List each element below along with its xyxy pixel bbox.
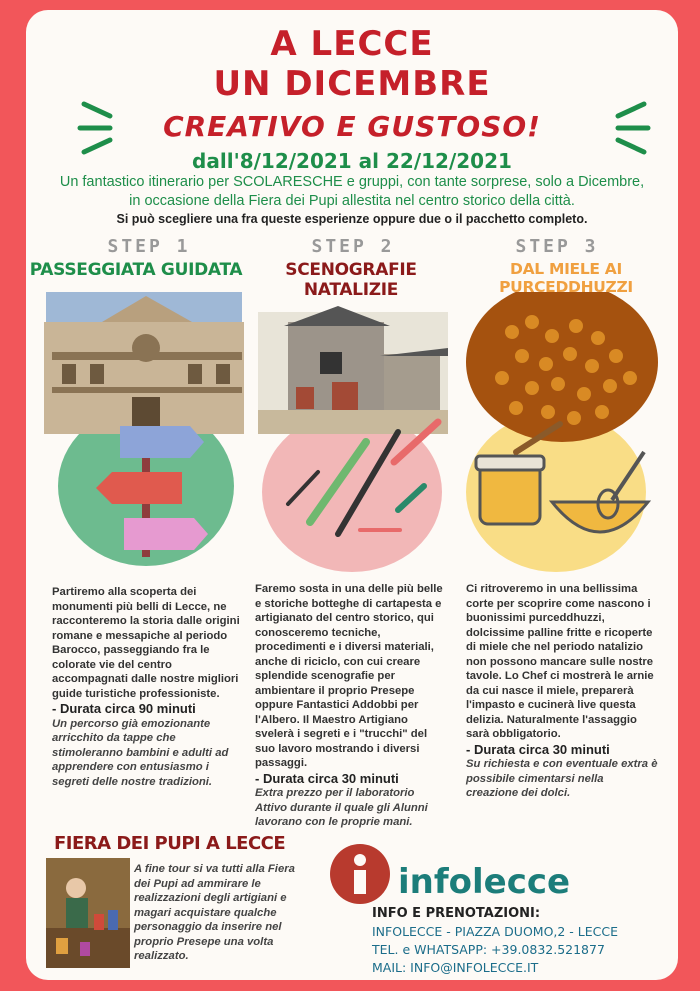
- info-phone[interactable]: TEL. e WHATSAPP: +39.0832.521877: [372, 942, 605, 957]
- step-2-column: [255, 582, 447, 830]
- step-2-duration: - Durata circa 30 minuti: [255, 770, 399, 786]
- intro-text: Un fantastico itinerario per SCOLARESCHE e gruppi, con tante sorprese, solo a Dicembre, in occasione della Fiera dei Pupi allestita nel centro storico della città.: [59, 174, 645, 209]
- step-1-note: Un percorso già emozionante arricchito da tappe che stimoleranno bambini e adulti ad apprendere con entusiasmo i segreti delle nostre tradizioni.: [52, 717, 229, 788]
- church-signpost-illustration: [42, 292, 252, 577]
- step-1-column: [52, 585, 242, 789]
- step-2-note: Extra prezzo per il laboratorio Attivo durante il quale gli Alunni lavorano con le proprie mani.: [255, 787, 428, 828]
- step-2-label: STEP 2: [311, 236, 395, 257]
- step-1-label: STEP 1: [107, 236, 191, 257]
- date-range: dall'8/12/2021 al 22/12/2021: [192, 149, 512, 173]
- step-2-title: SCENOGRAFIE NATALIZIE: [285, 260, 417, 300]
- fiera-title: FIERA DEI PUPI A LECCE: [54, 833, 286, 854]
- step-3-text: Ci ritroveremo in una bellissima corte per scoprire come nascono i buonissimi purceddhuzzi, dolcissime palline fritte e ricoperte di miele che nel periodo natalizio non possono mancare sulle nostre tavole. Lo Chef ci mostrerà le arnie da cui nasce il miele, preparerà l'impasto e cucinerà live questa delizia. Naturalmente l'assaggio sarà obbligatorio.: [466, 583, 654, 740]
- house-pencils-illustration: [248, 292, 458, 577]
- infolecce-logo-icon: [328, 842, 392, 906]
- title-line-3: CREATIVO E GUSTOSO!: [163, 110, 541, 143]
- info-address: INFOLECCE - PIAZZA DUOMO,2 - LECCE: [372, 924, 619, 939]
- info-heading: INFO E PRENOTAZIONI:: [372, 906, 541, 921]
- fiera-text: A fine tour si va tutti alla Fiera dei Pupi ad ammirare le realizzazioni degli artigiani e magari acquistare qualche personaggio da inserire nel proprio Presepe una volta realizzato.: [134, 863, 295, 962]
- step-1-text: Partiremo alla scoperta dei monumenti più belli di Lecce, ne racconteremo la storia dalle origini romane e messapiche al periodo Barocco, passeggiando fra le colorate vie del centro accompagnati dalle nostre migliori guide turistiche professioniste.: [52, 586, 240, 700]
- step-3-title: DAL MIELE AI PURCEDDHUZZI: [499, 260, 633, 296]
- step-3-note: Su richiesta e con eventuale extra è possibile cimentarsi nella creazione dei dolci.: [466, 758, 658, 799]
- step-3-label: STEP 3: [515, 236, 599, 257]
- poster-card: [26, 10, 678, 980]
- step-1-title: PASSEGGIATA GUIDATA: [29, 260, 243, 280]
- purceddhuzzi-honey-illustration: [452, 292, 662, 577]
- info-mail[interactable]: MAIL: INFO@INFOLECCE.IT: [372, 960, 539, 975]
- step-2-text: Faremo sosta in una delle più belle e storiche botteghe di cartapesta e artigianato del centro storico, qui conosceremo tecniche, procedimenti e i diversi materiali, anche di riciclo, con cui creare splendide scenografie per ambientare il proprio Presepe oppure Fantastici Addobbi per l'Albero. Il Maestro Artigiano svelerà i segreti e i "trucchi" del suo lavoro mostrando i diversi passaggi.: [255, 583, 443, 769]
- step-1-duration: - Durata circa 90 minuti: [52, 701, 196, 716]
- step-3-column: [466, 582, 658, 801]
- title-line-1: A LECCE: [270, 24, 434, 64]
- artisan-photo-illustration: [46, 858, 130, 968]
- title-line-2: UN DICEMBRE: [213, 64, 491, 104]
- choose-text: Si può scegliere una fra queste esperienze oppure due o il pacchetto completo.: [116, 212, 588, 226]
- step-3-duration: - Durata circa 30 minuti: [466, 741, 610, 757]
- brand-name: infolecce: [398, 862, 571, 902]
